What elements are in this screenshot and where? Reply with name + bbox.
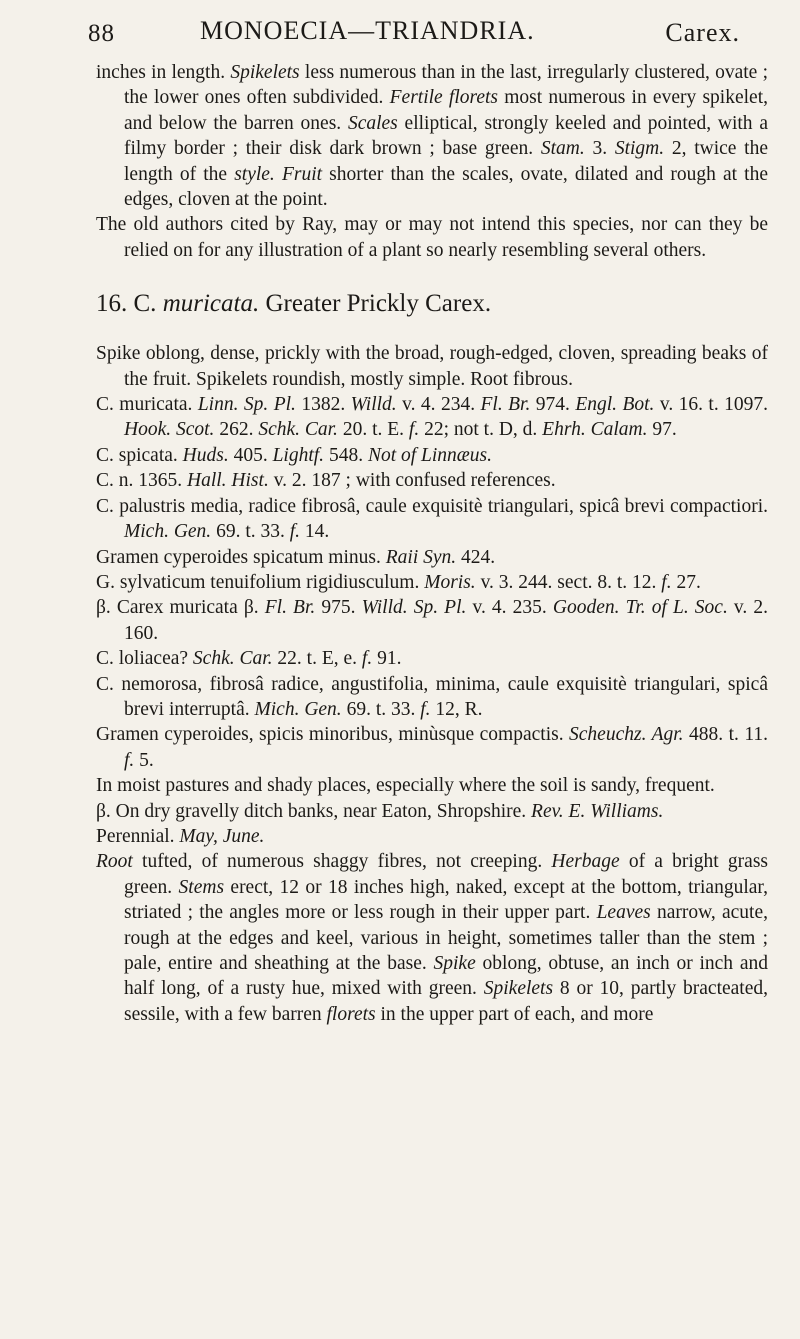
italic-text: Spike — [433, 953, 476, 974]
italic-text: Huds. — [182, 444, 229, 466]
text-run: 91. — [372, 648, 402, 670]
text-run: shorter than the scales, ovate, dilated and rough at the edges, cloven at the point. — [124, 163, 769, 211]
species-title — [96, 289, 768, 319]
italic-text: Scheuchz. Agr. — [569, 724, 684, 746]
italic-text: Schk. Car. — [192, 648, 273, 670]
italic-text: Linn. Sp. Pl. — [197, 394, 296, 416]
text-run: 2, twice the length of the — [124, 138, 768, 185]
italic-text: Lightf. — [272, 444, 325, 466]
italic-text: f. — [420, 698, 431, 720]
italic-text: Engl. Bot. — [575, 394, 655, 416]
synonym-entry — [96, 468, 768, 493]
text-run: Perennial. — [96, 825, 180, 847]
synonym-entry — [96, 545, 768, 570]
text-run: The old authors cited by Ray, may or may not intend this species, nor can they be relied on for any illustration of a plant so nearly resembling several others. — [96, 214, 768, 261]
synonym-list — [96, 392, 768, 773]
text-run: 97. — [647, 419, 677, 441]
text-run: Gramen cyperoides, spicis minoribus, minùsque compactis. — [96, 724, 570, 746]
italic-text: f. — [124, 749, 135, 771]
synonym-entry — [96, 646, 768, 671]
text-run: β. Carex muricata β. — [96, 597, 265, 619]
text-run: C. loliacea? — [96, 648, 193, 670]
text-run: narrow, acute, rough at the edges and keel, various in height, sometimes taller than the stem ; pale, entire and sheathing at the base. — [124, 902, 769, 974]
text-run: 262. — [214, 419, 259, 441]
italic-text: Gooden. Tr. of L. Soc. — [552, 597, 728, 619]
running-title: MONOECIA—TRIANDRIA. — [200, 16, 535, 45]
italic-text: f. — [361, 648, 373, 670]
text-run: Spike oblong, dense, prickly with the broad, rough-edged, cloven, spreading beaks of the fruit. Spikelets roundish, mostly simple. Root fibrous. — [96, 343, 768, 390]
page-body — [96, 60, 768, 1027]
italic-text: florets — [326, 1003, 376, 1025]
text-run — [275, 164, 282, 185]
italic-text: Rev. E. Williams. — [531, 800, 664, 822]
italic-text: Stam. — [540, 138, 585, 160]
text-run: 16. C. — [96, 290, 163, 318]
italic-text: Root — [96, 851, 133, 873]
italic-text: Hook. Scot. — [124, 419, 215, 441]
synonym-entry — [96, 443, 768, 468]
italic-text: Mich. Gen. — [124, 521, 212, 543]
italic-text: Schk. Car. — [258, 419, 338, 441]
text-run: in the upper part of each, and more — [375, 1003, 654, 1025]
text-run: C. n. 1365. — [96, 470, 188, 492]
italic-text: Mich. Gen. — [254, 698, 342, 720]
text-run: v. 2. 160. — [124, 597, 769, 644]
text-run: v. 16. t. 1097. — [654, 394, 769, 416]
text-run: 974. — [530, 394, 576, 416]
italic-text: Fruit — [281, 163, 323, 185]
italic-text: Spikelets — [230, 62, 300, 83]
italic-text: Fl. Br. — [264, 597, 316, 619]
text-run: 3. — [584, 138, 615, 160]
text-run: β. On dry gravelly ditch banks, near Eaton, Shropshire. — [96, 800, 532, 822]
italic-text: Stems — [178, 876, 225, 898]
italic-text: Raii Syn. — [385, 546, 457, 568]
italic-text: Moris. — [424, 571, 476, 593]
genus-label: Carex. — [665, 18, 740, 47]
italic-text: Leaves — [596, 902, 651, 924]
italic-text: Spikelets — [483, 978, 554, 1000]
italic-text: Herbage — [551, 851, 620, 873]
text-run: Greater Prickly Carex. — [259, 290, 492, 318]
italic-text: Fertile florets — [389, 87, 499, 109]
synonym-entry — [96, 722, 768, 773]
text-run: v. 4. 234. — [396, 394, 481, 416]
text-run: 8 or 10, partly bracteated, sessile, with a few barren — [124, 978, 768, 1025]
text-run: 548. — [324, 444, 368, 466]
italic-text: Fl. Br. — [480, 394, 531, 416]
text-run: most numerous in every spikelet, and below the barren ones. — [124, 87, 768, 134]
synonym-entry — [96, 392, 768, 443]
text-run: 27. — [671, 571, 701, 593]
intro-paragraph-1 — [96, 60, 768, 212]
synonym-entry — [96, 672, 768, 723]
text-run: 69. t. 33. — [341, 698, 421, 720]
italic-text: Hall. Hist. — [187, 470, 269, 492]
text-run: tufted, of numerous shaggy fibres, not creeping. — [132, 851, 552, 873]
text-run: 975. — [315, 597, 362, 619]
text-run: 488. t. 11. — [683, 724, 768, 746]
italic-text: f. — [289, 521, 301, 543]
italic-text: Ehrh. Calam. — [542, 419, 648, 441]
italic-text: Not of Linnæus. — [367, 444, 493, 466]
species-details — [96, 849, 768, 1027]
italic-text: Stigm. — [614, 138, 665, 160]
text-run: C. palustris media, radice fibrosâ, caule exquisitè triangulari, spicâ brevi compactiori. — [96, 495, 768, 517]
text-run: 20. t. E. — [337, 419, 409, 441]
italic-text: f. — [408, 419, 420, 441]
text-run: elliptical, strongly keeled and pointed, with a filmy border ; their disk dark brown ; base green. — [124, 112, 768, 160]
text-run: C. spicata. — [96, 444, 183, 466]
italic-text: style. — [234, 163, 275, 185]
italic-text: f. — [661, 571, 672, 593]
synonym-entry — [96, 595, 768, 646]
italic-text: Willd. Sp. Pl. — [361, 597, 467, 619]
text-run: In moist pastures and shady places, especially where the soil is sandy, frequent. — [96, 775, 715, 797]
text-run: 424. — [456, 546, 496, 568]
text-run: C. nemorosa, fibrosâ radice, angustifolia, minima, caule exquisitè triangulari, spicâ brevi interruptâ. — [96, 673, 768, 720]
text-run: 69. t. 33. — [211, 521, 290, 543]
text-run: C. muricata. — [96, 394, 198, 416]
text-run: 5. — [134, 749, 154, 771]
species-description — [96, 341, 768, 392]
intro-paragraph-2 — [96, 212, 768, 263]
italic-text: muricata. — [162, 290, 260, 318]
text-run: Gramen cyperoides spicatum minus. — [96, 546, 386, 568]
italic-text: Scales — [347, 112, 398, 134]
page-header — [88, 16, 740, 52]
text-run: 14. — [300, 521, 330, 543]
page-number: 88 — [88, 20, 115, 47]
habitat-entry — [96, 773, 768, 798]
text-run: inches in length. — [96, 62, 231, 83]
text-run: 12, R. — [430, 698, 483, 720]
text-run: 405. — [228, 444, 273, 466]
text-run: 1382. — [295, 394, 351, 416]
italic-text: May, June. — [179, 825, 265, 847]
italic-text: Willd. — [350, 394, 397, 416]
habitat-entry — [96, 824, 768, 849]
text-run: G. sylvaticum tenuifolium rigidiusculum. — [96, 571, 425, 593]
text-run: v. 4. 235. — [466, 597, 553, 619]
synonym-entry — [96, 494, 768, 545]
habitat-list — [96, 773, 768, 849]
text-run: erect, 12 or 18 inches high, naked, except at the bottom, triangular, striated ; the angles more or less rough in their upper part. — [124, 876, 768, 924]
text-run: v. 3. 244. sect. 8. t. 12. — [475, 571, 662, 593]
synonym-entry — [96, 570, 768, 595]
text-run: less numerous than in the last, irregularly clustered, ovate ; the lower ones often subdivided. — [124, 62, 768, 109]
text-run: 22. t. E, e. — [272, 648, 362, 670]
text-run: of a bright grass green. — [124, 851, 768, 898]
text-run: 22; not t. D, d. — [419, 419, 543, 441]
habitat-entry — [96, 799, 768, 824]
text-run: v. 2. 187 ; with confused references. — [268, 470, 556, 492]
text-run: oblong, obtuse, an inch or inch and half long, of a rusty hue, mixed with green. — [124, 953, 768, 1000]
